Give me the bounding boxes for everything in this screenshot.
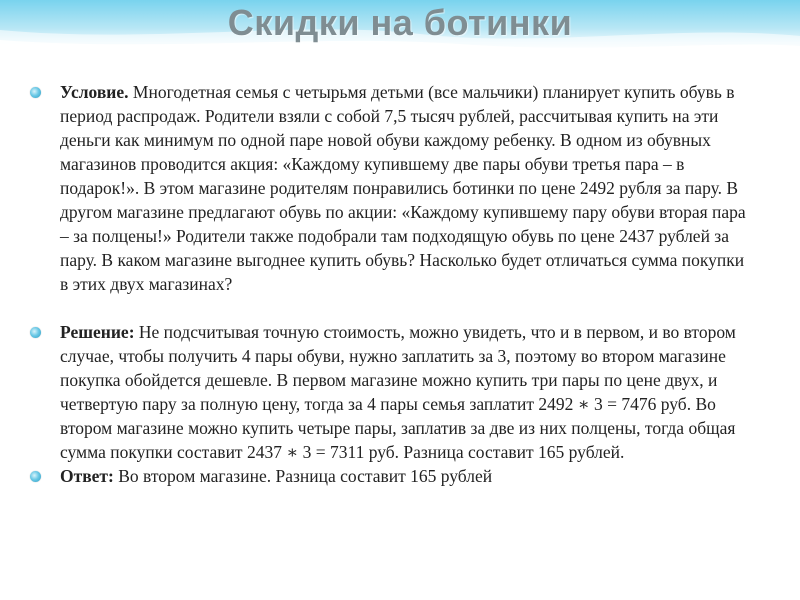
answer-paragraph (30, 464, 750, 488)
solution-text: Не подсчитывая точную стоимость, можно увидеть, что и в первом, и во втором случае, чтобы получить 4 пары обуви, нужно заплатить за 3, поэтому во втором магазине покупка обойдется дешевле. В первом магазине можно купить три пары по цене двух, и четвертую пару за полную цену, тогда за 4 пары семья заплатит 2492 ∗ 3 = 7476 руб. Во втором магазине можно купить четыре пары, заплатив за две из них полцены, тогда общая сумма покупки составит 2437 ∗ 3 = 7311 руб. Разница составит 165 рублей. (60, 322, 736, 462)
bullet-icon (30, 87, 41, 98)
condition-label: Условие. (60, 82, 129, 102)
bullet-icon (30, 471, 41, 482)
answer-label: Ответ: (60, 466, 114, 486)
condition-text: Многодетная семья с четырьмя детьми (все мальчики) планирует купить обувь в период распродаж. Родители взяли с собой 7,5 тысяч рублей, рассчитывая купить на эти деньги как минимум по одной паре новой обуви каждому ребенку. В одном из обувных магазинов проводится акция: «Каждому купившему две пары обуви третья пара – в подарок!». В этом магазине родителям понравились ботинки по цене 2492 рубля за пару. В другом магазине предлагают обувь по акции: «Каждому купившему пару обуви вторая пара – за полцены!» Родители также подобрали там подходящую обувь по цене 2437 рублей за пару. В каком магазине выгоднее купить обувь? Насколько будет отличаться сумма покупки в этих двух магазинах? (60, 82, 746, 294)
slide-content (30, 80, 750, 488)
answer-text: Во втором магазине. Разница составит 165 рублей (113, 466, 493, 486)
slide-title: Скидки на ботинки (227, 2, 573, 43)
solution-label: Решение: (60, 322, 135, 342)
solution-paragraph (30, 320, 750, 464)
bullet-icon (30, 327, 41, 338)
condition-paragraph (30, 80, 750, 296)
